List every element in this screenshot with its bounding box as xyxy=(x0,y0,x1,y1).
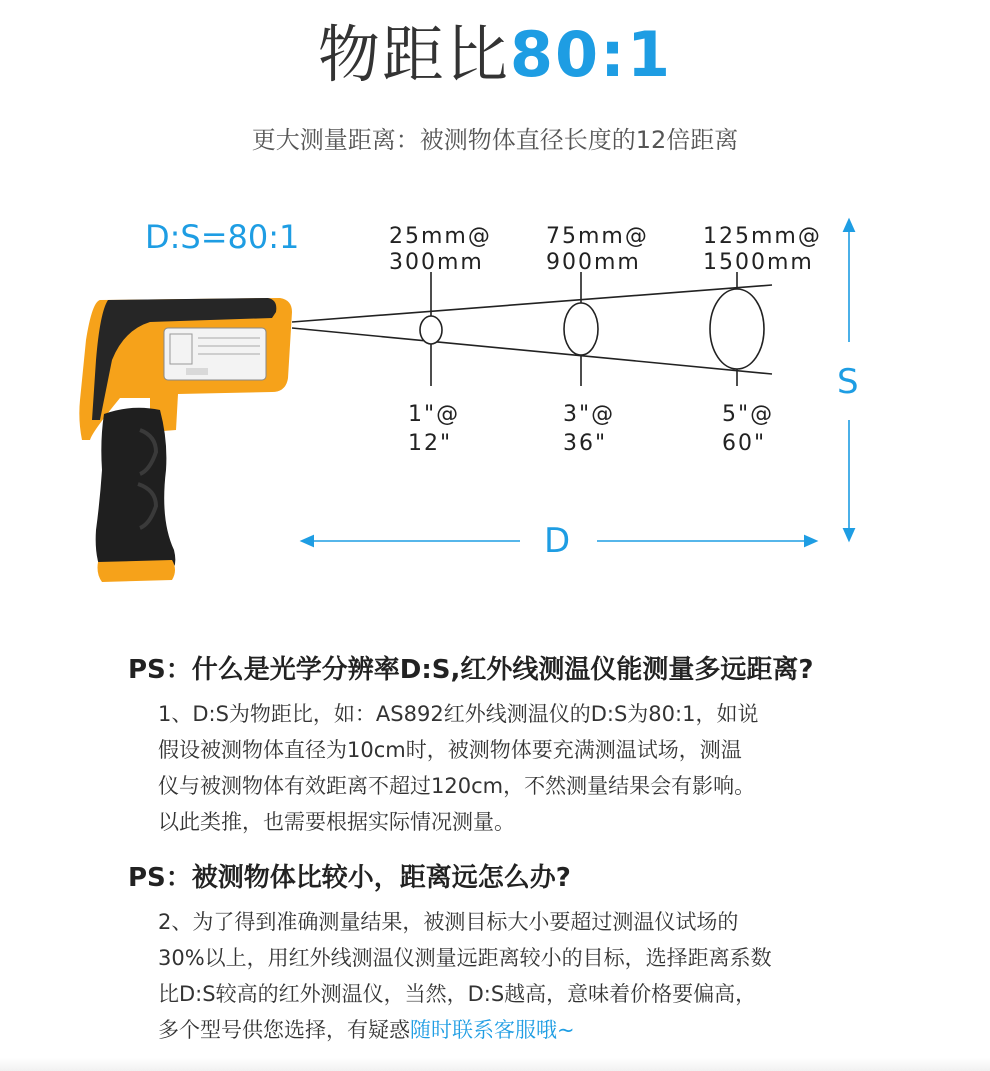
faq-answer-1: 1、D:S为物距比，如：AS892红外线测温仪的D:S为80:1，如说 假设被测物体直径为10cm时，被测物体要充满测温试场，测温 仪与被测物体有效距离不超过120cm，不然测量结果会有影响。 以此类推，也需要根据实际情况测量。 xyxy=(158,702,759,834)
bottom-divider xyxy=(0,1058,990,1071)
title-prefix: 物距比 xyxy=(317,18,510,91)
spot-ellipse-3 xyxy=(710,289,764,369)
faq-answer-2: 2、为了得到准确测量结果，被测目标大小要超过测温仪试场的 30%以上，用红外线测温仪测量远距离较小的目标，选择距离系数 比D:S较高的红外测温仪，当然，D:S越高，意味着价格要偏高， 多个型号供您选择，有疑惑随时联系客服哦~ xyxy=(158,910,772,1042)
title-ratio: 80:1 xyxy=(509,18,673,91)
faq-section-2 xyxy=(128,860,888,1048)
contact-support-link[interactable]: 随时联系客服哦~ xyxy=(410,1018,575,1042)
beam-upper-line xyxy=(292,285,772,322)
metric-label-1: 25mm@ 300mm xyxy=(389,224,492,275)
page-subtitle: 更大测量距离：被测物体直径长度的12倍距离 xyxy=(251,126,739,154)
faq-question-2: PS：被测物体比较小，距离远怎么办? xyxy=(128,863,571,893)
imperial-label-3: 5"@ 60" xyxy=(722,402,775,456)
metric-label-2: 75mm@ 900mm xyxy=(546,224,649,275)
spot-axis-label: S xyxy=(837,362,859,402)
metric-label-3: 125mm@ 1500mm xyxy=(703,224,822,275)
imperial-label-1: 1"@ 12" xyxy=(408,402,461,456)
faq-question-1: PS：什么是光学分辨率D:S,红外线测温仪能测量多远距离? xyxy=(128,655,814,685)
ds-ratio-label: D:S=80:1 xyxy=(145,218,300,256)
spot-ellipse-1 xyxy=(420,316,442,344)
faq-section-1 xyxy=(128,652,888,840)
infrared-thermometer-image xyxy=(79,298,292,582)
beam-lower-line xyxy=(292,328,772,374)
spot-ellipse-2 xyxy=(564,303,598,355)
imperial-label-2: 3"@ 36" xyxy=(563,402,616,456)
distance-axis-label: D xyxy=(544,521,571,561)
